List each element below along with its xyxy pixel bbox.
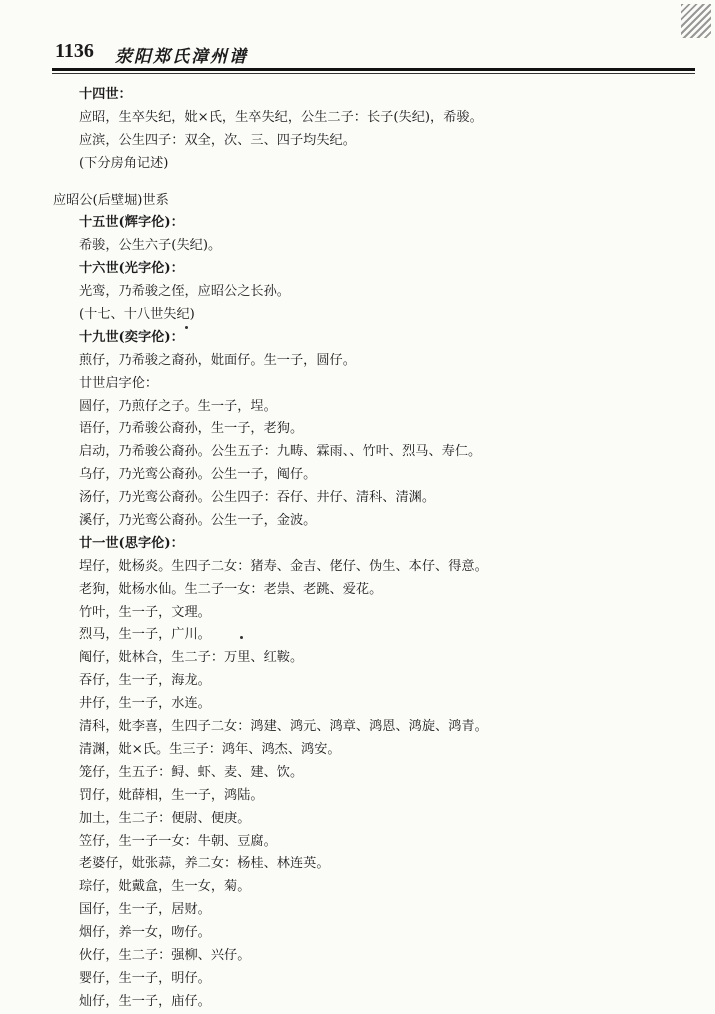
scan-speck [185,326,188,329]
genealogy-entry: 应滨，公生四子：双全，次、三、四子均失纪。 [79,132,356,148]
book-title: 荥阳郑氏漳州谱 [115,47,248,67]
genealogy-entry: 希骏，公生六子(失纪)。 [79,238,222,254]
genealogy-entry: 乌仔，乃光鸾公裔孙。公生一子，阄仔。 [79,467,317,483]
genealogy-entry: 罚仔，妣薛相，生一子，鸿陆。 [79,787,264,803]
header-rule-thin [52,73,695,74]
genealogy-content [0,84,715,1014]
generation-heading: 十五世(辉字伦)： [79,215,184,231]
genealogy-entry: 应昭，生卒失纪，妣×氏，生卒失纪，公生二子：长子(失纪)，希骏。 [79,109,483,125]
scan-speck [240,636,243,639]
genealogy-entry: 汤仔，乃光鸾公裔孙。公生四子：吞仔、井仔、清科、清渊。 [79,490,436,506]
section-heading: 应昭公(后壁堀)世系 [53,192,169,208]
blank-line [0,176,715,190]
genealogy-entry: 烟仔，养一女，吻仔。 [79,925,211,941]
genealogy-entry: 清科，妣李喜，生四子二女：鸿建、鸿元、鸿章、鸿恩、鸿旋、鸿青。 [79,719,488,735]
genealogy-entry: (十七、十八世失纪) [79,307,195,323]
genealogy-entry: 圆仔，乃煎仔之子。生一子，埕。 [79,398,277,414]
genealogy-entry: 笼仔，生五子：鲟、虾、麦、建、饮。 [79,764,304,780]
genealogy-entry: 老狗，妣杨水仙。生二子一女：老祟、老跳、爱花。 [79,581,383,597]
generation-heading: 廿一世(思字伦)： [79,535,184,551]
genealogy-entry: 国仔，生一子，居财。 [79,902,211,918]
genealogy-entry: 井仔，生一子，水连。 [79,696,211,712]
generation-heading: 十九世(奕字伦)： [79,329,184,345]
genealogy-entry: 埕仔，妣杨炎。生四子二女：猪寿、金吉、佬仔、伪生、本仔、得意。 [79,558,488,574]
genealogy-entry: 廿世启字伦： [79,375,159,391]
genealogy-entry: 煎仔，乃希骏之裔孙，妣面仔。生一子，圆仔。 [79,352,356,368]
scan-corner-mark [681,4,711,38]
genealogy-entry: 溪仔，乃光鸾公裔孙。公生一子，金波。 [79,513,317,529]
generation-heading: 十六世(光字伦)： [79,261,184,277]
genealogy-entry: 烈马，生一子，广川。 [79,627,211,643]
genealogy-entry: 光鸾，乃希骏之侄，应昭公之长孙。 [79,284,290,300]
genealogy-entry: 婴仔，生一子，明仔。 [79,970,211,986]
generation-heading: 十四世： [79,87,132,102]
genealogy-entry: 琮仔，妣戴盒，生一女，菊。 [79,879,251,895]
header-rule-thick [52,68,695,71]
genealogy-entry: 竹叶，生一子，文理。 [79,604,211,620]
genealogy-entry: 加土，生二子：便尉、便庚。 [79,810,251,826]
genealogy-entry: 老婆仔，妣张蒜，养二女：杨桂、林连英。 [79,856,330,872]
genealogy-entry: 语仔，乃希骏公裔孙，生一子，老狗。 [79,421,304,437]
genealogy-entry: 阄仔，妣林合，生二子：万里、红鞍。 [79,650,304,666]
genealogy-entry: 启动，乃希骏公裔孙。公生五子：九畴、霖雨、、竹叶、烈马、寿仁。 [79,444,482,460]
genealogy-entry: 清渊，妣×氏。生三子：鸿年、鸿杰、鸿安。 [79,741,341,757]
genealogy-entry: 吞仔，生一子，海龙。 [79,673,211,689]
genealogy-entry: 伙仔，生二子：强柳、兴仔。 [79,947,251,963]
genealogy-entry: 灿仔，生一子，庙仔。 [79,993,211,1009]
genealogy-entry: 笠仔，生一子一女：牛朝、豆腐。 [79,833,277,849]
page-number: 1136 [55,40,94,62]
page-header [55,38,715,68]
genealogy-entry: (下分房角记述) [79,155,169,171]
